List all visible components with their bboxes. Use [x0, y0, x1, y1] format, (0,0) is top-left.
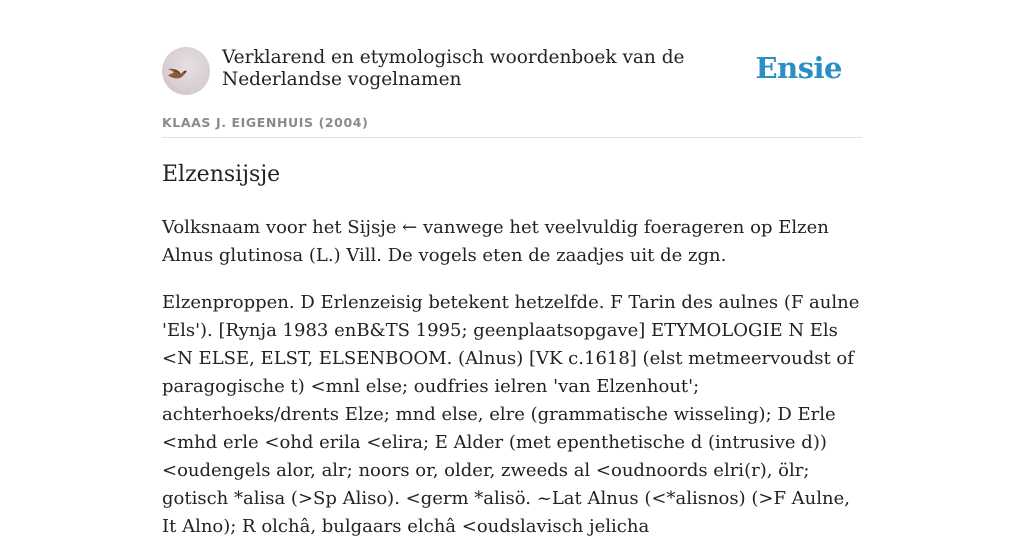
divider	[162, 137, 862, 138]
bird-silhouette-icon	[162, 47, 210, 95]
book-title[interactable]: Verklarend en etymologisch woordenboek van de Nederlandse vogelnamen	[222, 47, 685, 90]
entry-title: Elzensijsje	[162, 162, 281, 187]
brand-logo[interactable]: Ensie	[755, 51, 842, 85]
bird-photo-icon[interactable]	[162, 47, 210, 95]
author-byline: KLAAS J. EIGENHUIS (2004)	[162, 115, 369, 130]
entry-paragraph-1: Volksnaam voor het Sijsje ← vanwege het veelvuldig foerageren op Elzen Alnus glutinosa (L.) Vill. De vogels eten de zaadjes uit de zgn.	[162, 217, 829, 266]
header	[162, 46, 862, 96]
entry-paragraph-2: Elzenproppen. D Erlenzeisig betekent hetzelfde. F Tarin des aulnes (F aulne 'Els'). [Rynja 1983 enB&TS 1995; geenplaatsopgave] ETYMOLOGIE N Els <N ELSE, ELST, ELSENBOOM. (Alnus) [VK c.1618] (elst metmeervoudst of paragogische t) <mnl else; oudfries ielren 'van Elzenhout'; achterhoeks/drents Elze; mnd else, elre (grammatische wisseling); D Erle <mhd erle <ohd erila <elira; E Alder (met epenthetische d (intrusive d)) <oudengels alor, alr; noors or, older, zweeds al <oudnoords elri(r), ölr; gotisch *alisa (>Sp Aliso). <germ *alisö. ~Lat Alnus (<*alisnos) (>F Aulne, It Alno); R olchâ, bulgaars elchâ <oudslavisch jelicha	[162, 292, 860, 537]
